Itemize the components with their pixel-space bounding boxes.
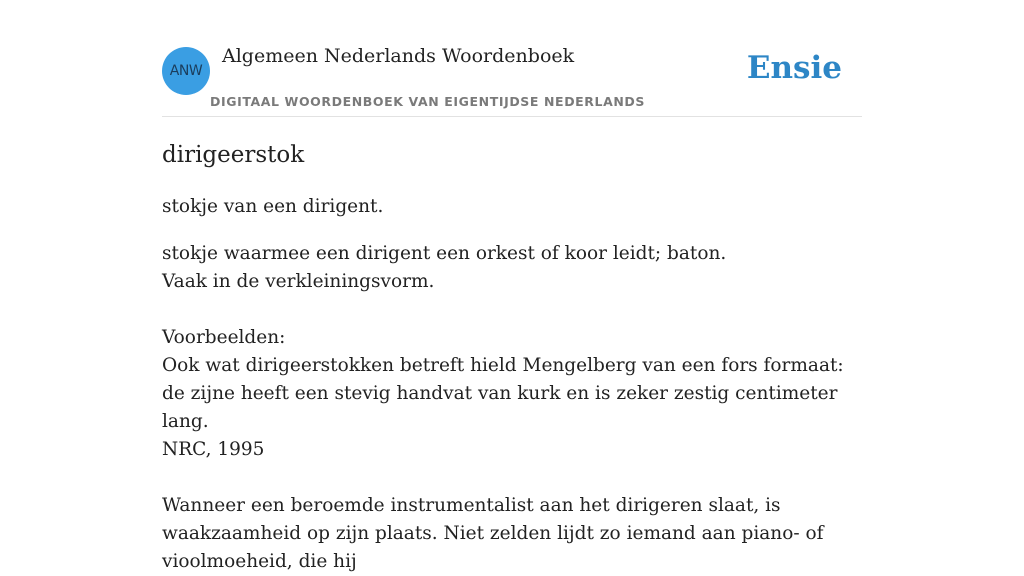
ensie-brand-logo[interactable]: Ensie [746,50,842,86]
entry-headword: dirigeerstok [162,142,305,168]
short-definition: stokje van een dirigent. [162,196,384,217]
site-title[interactable]: Algemeen Nederlands Woordenboek [222,45,575,67]
site-subtitle: DIGITAAL WOORDENBOEK VAN EIGENTIJDSE NEDERLANDS [210,94,646,109]
entry-content [162,140,862,576]
full-definition: stokje waarmee een dirigent een orkest of koor leidt; baton. Vaak in de verkleiningsvorm. Voorbeelden: Ook wat dirigeerstokken betreft hield Mengelberg van een fors formaat: de zijne heeft een stevig handvat van kurk en is zeker zestig centimeter lang. NRC, 1995 Wanneer een beroemde instrumentalist aan het dirigeren slaat, is waakzaamheid op zijn plaats. Niet zelden lijdt zo iemand aan piano- of vioolmoeheid, die hij [162,243,844,572]
anw-logo[interactable]: ANW [162,47,210,95]
site-header [162,0,862,117]
